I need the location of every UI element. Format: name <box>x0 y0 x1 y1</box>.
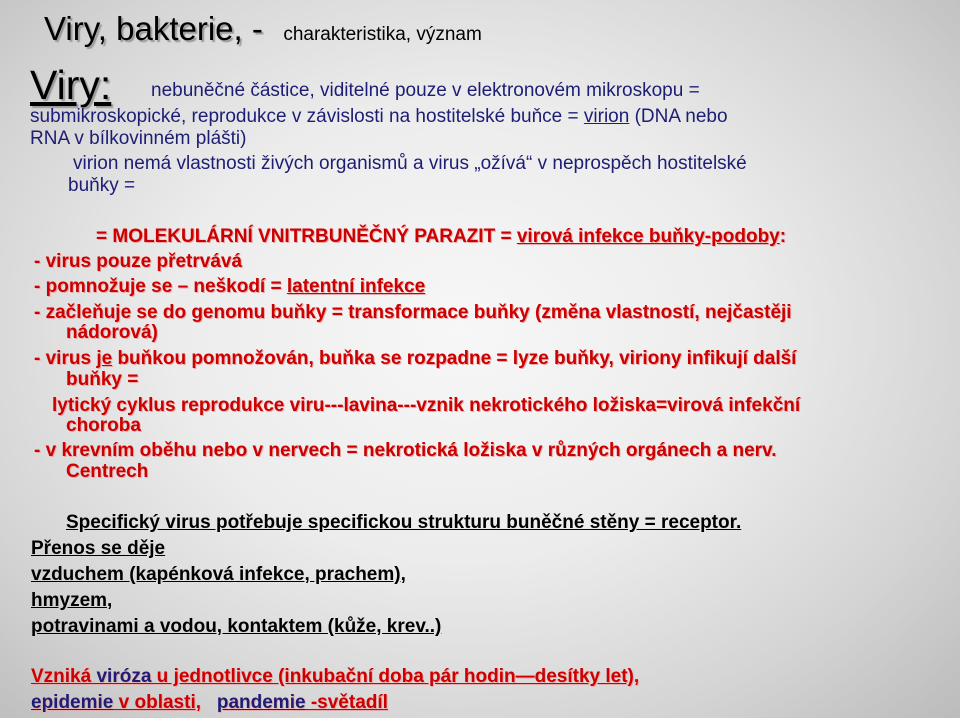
receptor-line: Specifický virus potřebuje specifickou strukturu buněčné stěny = receptor. <box>66 512 742 533</box>
title-main: Viry, bakterie, - <box>44 10 263 47</box>
bullet-pomnozovan-l2: buňky = <box>66 369 139 390</box>
intro-line-3: RNA v bílkovinném plášti) <box>30 128 247 149</box>
bullet-zacleňuje-l1: - začleňuje se do genomu buňky = transformace buňky (změna vlastností, nejčastěji <box>34 302 792 323</box>
parazit-line: = MOLEKULÁRNÍ VNITRBUNĚČNÝ PARAZIT = virová infekce buňky-podoby: <box>96 226 787 247</box>
bullet-krevni-obeh-l2: Centrech <box>66 461 149 482</box>
bullet-pomnozovan-l1: - virus je buňkou pomnožován, buňka se rozpadne = lyze buňky, viriony infikují další <box>34 348 797 369</box>
bullet-krevni-obeh-l1: - v krevním oběhu nebo v nervech = nekrotická ložiska v různých orgánech a nerv. <box>34 440 777 461</box>
viroza-line: Vzniká viróza u jednotlivce (inkubační doba pár hodin—desítky let), <box>31 666 640 687</box>
prenos-vzduchem: vzduchem (kapénková infekce, prachem), <box>31 564 406 585</box>
epidemie-term: epidemie <box>31 692 114 713</box>
prenos-hmyzem: hmyzem, <box>31 590 113 611</box>
prenos-heading: Přenos se děje <box>31 538 166 559</box>
lyticky-cyklus-l2: choroba <box>66 415 141 436</box>
intro-line-2: submikroskopické, reprodukce v závislosti na hostitelské buňce = virion (DNA nebo <box>30 106 728 127</box>
lyticky-cyklus-l1: lytický cyklus reprodukce viru---lavina---vznik nekrotického ložiska=virová infekční <box>52 395 801 416</box>
bullet-zacleňuje-l2: nádorová) <box>66 322 158 343</box>
bullet-pretrvava: - virus pouze přetrvává <box>34 251 243 272</box>
epidemie-line: epidemie v oblasti, pandemie -světadíl <box>31 692 388 713</box>
intro-line-1: nebuněčné částice, viditelné pouze v elektronovém mikroskopu = <box>151 80 700 101</box>
pandemie-term: pandemie <box>216 692 306 713</box>
virova-infekce-link: virová infekce buňky-podoby <box>516 226 780 247</box>
intro-line-4: virion nemá vlastnosti živých organismů a virus „ožívá“ v neprospěch hostitelské <box>73 153 747 174</box>
bullet-pomnozuje: - pomnožuje se – neškodí = latentní infekce <box>34 276 426 297</box>
viroza-term: viróza <box>96 666 152 687</box>
page-title <box>44 10 482 48</box>
title-subtitle: charakteristika, význam <box>283 24 482 45</box>
intro-line-5: buňky = <box>68 175 136 196</box>
virion-term: virion <box>583 106 630 127</box>
latentni-infekce-term: latentní infekce <box>286 276 426 297</box>
intro-heading: Viry: <box>30 62 112 108</box>
prenos-potravinami: potravinami a vodou, kontaktem (kůže, krev..) <box>31 616 442 637</box>
